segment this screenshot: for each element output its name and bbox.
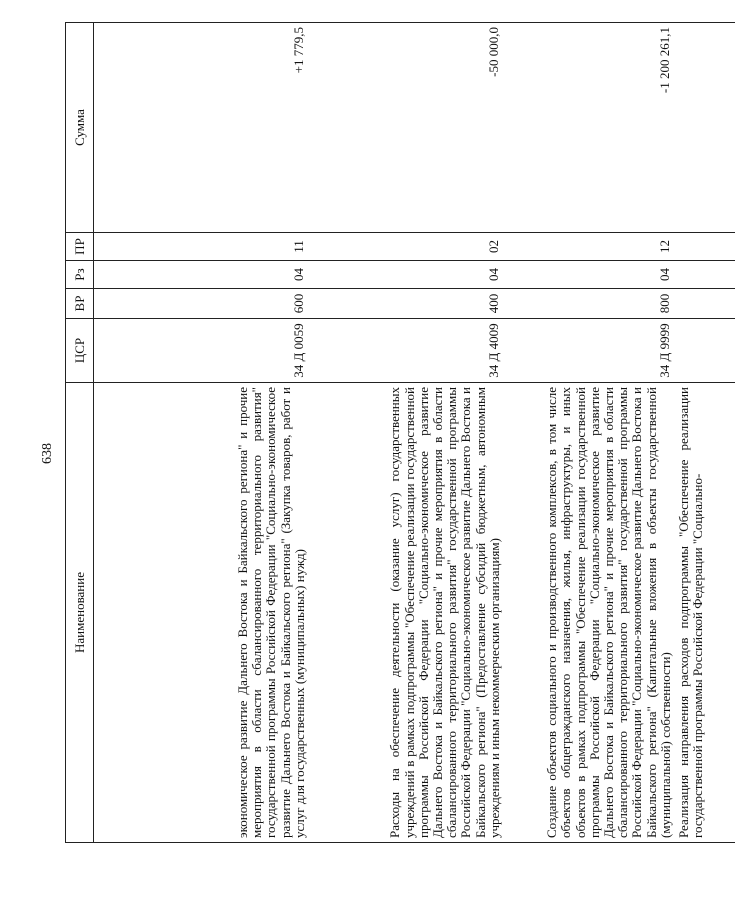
row-sum: +1 779,5 bbox=[94, 23, 310, 233]
row-name: Реализация направления расходов подпрограммы "Обеспечение реализации государственной программы Российской Федерации "Социально- bbox=[675, 383, 735, 843]
table-row bbox=[504, 23, 675, 843]
row-csr: 34 Д 4009 bbox=[309, 319, 504, 383]
column-header-csr: ЦСР bbox=[66, 319, 94, 383]
row-vr: 400 bbox=[309, 289, 504, 319]
row-pr: 12 bbox=[504, 233, 675, 261]
row-vr bbox=[675, 289, 735, 319]
row-vr: 600 bbox=[94, 289, 310, 319]
column-header-vr: ВР bbox=[66, 289, 94, 319]
table-row bbox=[309, 23, 504, 843]
column-header-pr: ПР bbox=[66, 233, 94, 261]
row-sum: -50 000,0 bbox=[309, 23, 504, 233]
row-vr: 800 bbox=[504, 289, 675, 319]
row-pr bbox=[675, 233, 735, 261]
row-pr: 11 bbox=[94, 233, 310, 261]
row-sum bbox=[675, 23, 735, 233]
table-row bbox=[94, 23, 310, 843]
row-rz: 04 bbox=[504, 261, 675, 289]
row-sum: -1 200 261,1 bbox=[504, 23, 675, 233]
column-header-sum: Сумма bbox=[66, 23, 94, 233]
page-number: 638 bbox=[40, 443, 55, 464]
row-csr: 34 Д 9999 bbox=[504, 319, 675, 383]
table-header-row bbox=[66, 23, 94, 843]
row-name: Создание объектов социального и производственного комплексов, в том числе объектов общегражданского назначения, жилья, инфраструктуры, и иных объектов в рамках подпрограммы "Обеспечение реализации государственной программы Российской Федерации "Социально-экономическое развитие Дальнего Востока и Байкальского региона" и прочие мероприятия в области сбалансированного территориального развития" государственной программы Российской Федерации "Социально-экономическое развитие Дальнего Востока и Байкальского региона" (Капитальные вложения в объекты государственной (муниципальной) собственности) bbox=[504, 383, 675, 843]
row-name: экономическое развитие Дальнего Востока и Байкальского региона" и прочие мероприятия в области сбалансированного территориального развития" государственной программы Российской Федерации "Социально-экономическое развитие Дальнего Востока и Байкальского региона" (Закупка товаров, работ и услуг для государственных (муниципальных) нужд) bbox=[94, 383, 310, 843]
budget-table bbox=[65, 22, 735, 843]
row-name: Расходы на обеспечение деятельности (оказание услуг) государственных учреждений в рамках подпрограммы "Обеспечение реализации государственной программы Российской Федерации "Социально-экономическое развитие Дальнего Востока и Байкальского региона" и прочие мероприятия в области сбалансированного территориального развития" государственной программы Российской Федерации "Социально-экономическое развитие Дальнего Востока и Байкальского региона" (Предоставление субсидий бюджетным, автономным учреждениям и иным некоммерческим организациям) bbox=[309, 383, 504, 843]
row-rz: 04 bbox=[94, 261, 310, 289]
column-header-rz: Рз bbox=[66, 261, 94, 289]
row-csr bbox=[675, 319, 735, 383]
table-row bbox=[675, 23, 735, 843]
row-rz: 04 bbox=[309, 261, 504, 289]
row-rz bbox=[675, 261, 735, 289]
row-pr: 02 bbox=[309, 233, 504, 261]
column-header-name: Наименование bbox=[66, 383, 94, 843]
row-csr: 34 Д 0059 bbox=[94, 319, 310, 383]
